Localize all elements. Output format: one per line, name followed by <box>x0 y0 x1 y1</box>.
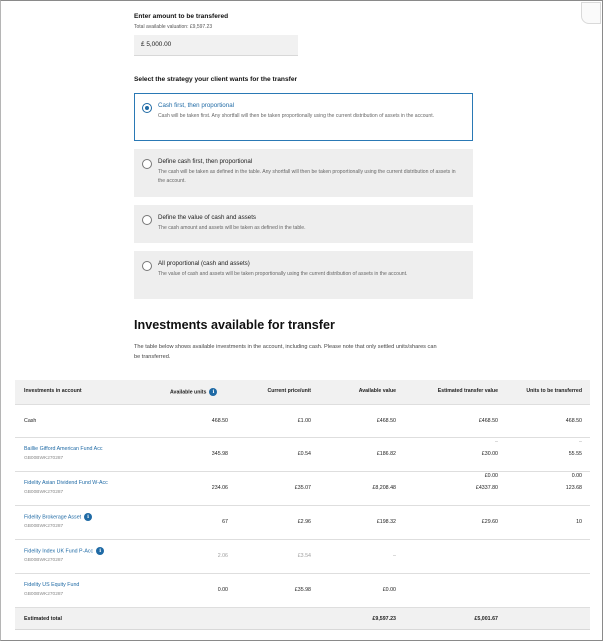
units-to-transfer[interactable]: 468.50 <box>565 418 582 424</box>
current-price: £2.96 <box>297 519 311 525</box>
investments-title: Investments available for transfer <box>134 318 335 332</box>
strategy-option-cash-first[interactable] <box>134 93 473 141</box>
table-row <box>15 404 590 437</box>
current-price: £35.98 <box>294 587 311 593</box>
available-units: 2.06 <box>217 553 228 559</box>
units-transfer-top: 0.00 <box>571 473 582 479</box>
estimated-transfer-value[interactable]: £4337.80 <box>475 485 498 491</box>
total-available-value: £9,597.23 <box>372 616 396 622</box>
col-units-transferred: Units to be transferred <box>526 388 582 394</box>
radio-unselected[interactable] <box>142 215 152 225</box>
option-description: The value of cash and assets will be taken proportionally using the current distribution of assets in the account. <box>158 271 408 277</box>
investment-name-link[interactable]: Fidelity Index UK Fund P-Acc i <box>24 547 104 555</box>
total-label: Estimated total <box>24 616 62 622</box>
investment-isin: GB00BWK270287 <box>24 558 64 563</box>
investments-table <box>15 380 590 630</box>
available-units: 67 <box>222 519 228 525</box>
table-row <box>15 505 590 539</box>
available-units: 468.50 <box>211 418 228 424</box>
investment-isin: GB00BWK270287 <box>24 592 64 597</box>
option-title: All proportional (cash and assets) <box>158 260 250 267</box>
col-available-units: Available units i <box>170 388 217 396</box>
current-price: £35.07 <box>294 485 311 491</box>
estimated-transfer-value[interactable]: £30.00 <box>481 451 498 457</box>
radio-selected[interactable] <box>142 103 152 113</box>
investment-name-link[interactable]: Fidelity US Equity Fund <box>24 582 80 588</box>
col-current-price: Current price/unit <box>267 388 311 394</box>
table-total-row <box>15 607 590 629</box>
info-icon[interactable]: i <box>84 513 92 521</box>
strategy-heading: Select the strategy your client wants for the transfer <box>134 76 298 83</box>
amount-input[interactable]: £ 5,000.00 <box>134 35 298 56</box>
available-value: £198.32 <box>376 519 396 525</box>
available-units: 234.06 <box>211 485 228 491</box>
available-value: – <box>393 553 396 559</box>
estimated-transfer-top: – <box>495 439 498 445</box>
estimated-transfer-value[interactable]: £29.60 <box>481 519 498 525</box>
available-valuation: Total available valuation: £9,597.23 <box>134 24 213 30</box>
investment-isin: GB00BWK270287 <box>24 456 64 461</box>
strategy-option-all-proportional[interactable] <box>134 251 473 299</box>
table-row <box>15 539 590 573</box>
window-corner <box>581 2 601 24</box>
table-row <box>15 471 590 505</box>
option-title: Define cash first, then proportional <box>158 158 253 165</box>
option-title: Define the value of cash and assets <box>158 214 257 221</box>
radio-unselected[interactable] <box>142 159 152 169</box>
available-value: £0.00 <box>382 587 396 593</box>
option-description: The cash will be taken as defined in the table. Any shortfall will then be taken proportionally using the current distribution of assets in the account. <box>158 169 456 184</box>
table-row <box>15 573 590 607</box>
total-estimated-transfer: £5,001.67 <box>474 616 498 622</box>
option-description: Cash will be taken first. Any shortfall will then be taken proportionally using the current distribution of assets in the account. <box>158 113 435 119</box>
strategy-option-define-cash-assets[interactable] <box>134 205 473 243</box>
col-investment: Investments in account <box>24 388 82 394</box>
investment-name-link[interactable]: Fidelity Brokerage Asset i <box>24 513 92 521</box>
current-price: £0.54 <box>297 451 311 457</box>
available-value: £186.82 <box>376 451 396 457</box>
estimated-transfer-top: £0.00 <box>484 473 498 479</box>
available-units: 345.98 <box>211 451 228 457</box>
col-estimated-transfer: Estimated transfer value <box>437 388 498 394</box>
table-header <box>15 380 590 404</box>
current-price: £3.54 <box>297 553 311 559</box>
strategy-option-define-cash-first[interactable] <box>134 149 473 197</box>
investment-isin: GB00BWK270287 <box>24 524 64 529</box>
investment-name: Cash <box>24 418 37 424</box>
investment-isin: GB00BWK270287 <box>24 490 64 495</box>
investment-name-link[interactable]: Fidelity Asian Dividend Fund W-Acc <box>24 480 108 486</box>
available-value: £468.50 <box>376 418 396 424</box>
info-icon[interactable]: i <box>96 547 104 555</box>
estimated-transfer-value[interactable]: £468.50 <box>478 418 498 424</box>
units-transfer-top: – <box>579 439 582 445</box>
units-to-transfer[interactable]: 10 <box>576 519 582 525</box>
units-to-transfer[interactable]: 123.68 <box>565 485 582 491</box>
amount-heading: Enter amount to be transfered <box>134 13 229 20</box>
available-units: 0.00 <box>217 587 228 593</box>
info-icon[interactable]: i <box>209 388 217 396</box>
current-price: £1.00 <box>297 418 311 424</box>
option-description: The cash amount and assets will be taken as defined in the table. <box>158 225 306 231</box>
table-row <box>15 437 590 471</box>
option-title: Cash first, then proportional <box>158 102 235 109</box>
investments-intro: The table below shows available investments in the account, including cash. Please note that only settled units/shares can be transferred. <box>134 344 437 360</box>
available-value: £8,208.48 <box>372 485 396 491</box>
col-available-value: Available value <box>358 388 396 394</box>
radio-unselected[interactable] <box>142 261 152 271</box>
units-to-transfer[interactable]: 55.55 <box>568 451 582 457</box>
investment-name-link[interactable]: Baillie Gifford American Fund Acc <box>24 446 103 452</box>
